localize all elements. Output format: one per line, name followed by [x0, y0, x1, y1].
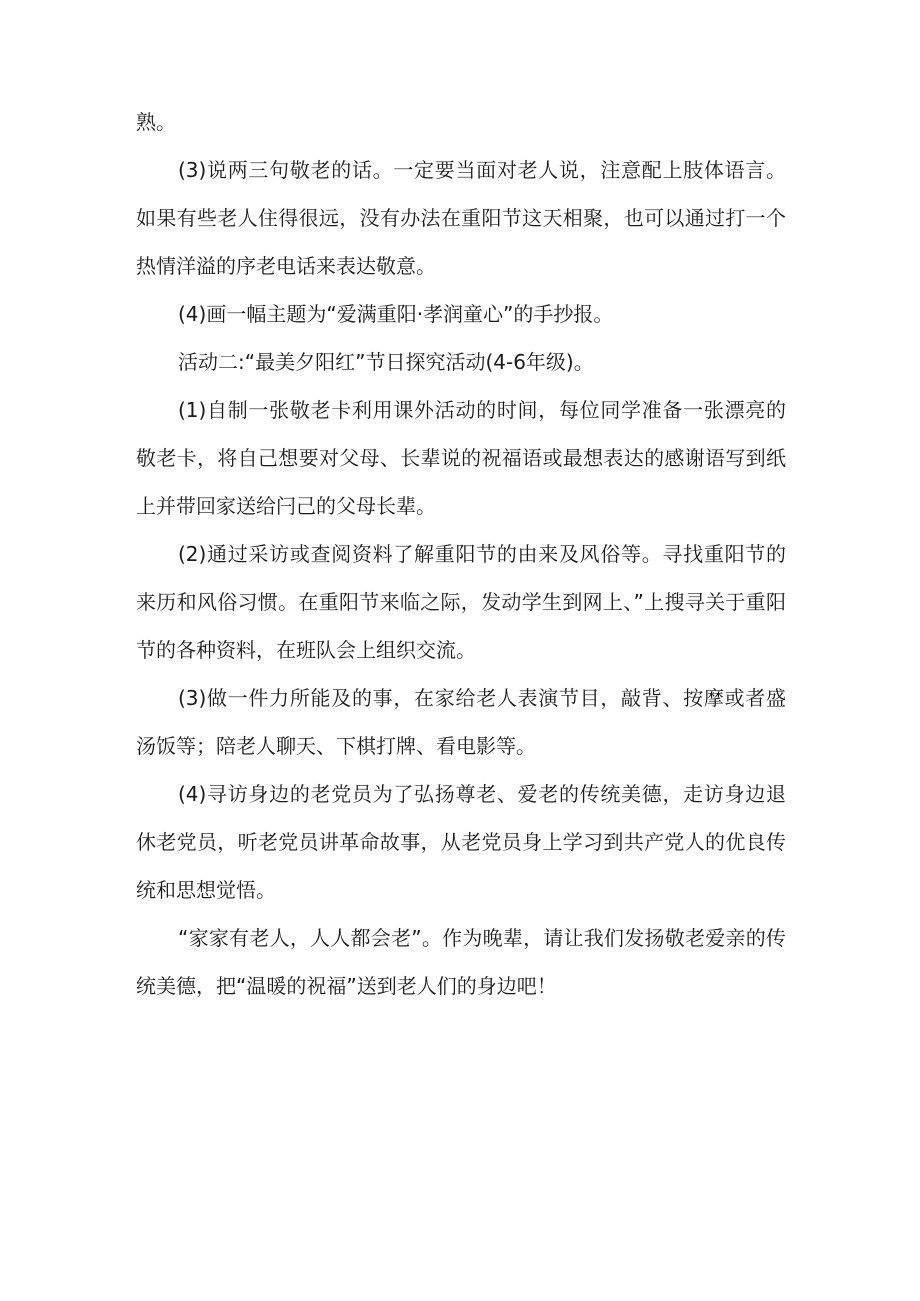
paragraph-activity2-item3: (3)做一件力所能及的事，在家给老人表演节目，敲背、按摩或者盛汤饭等；陪老人聊天、下棋打牌、看电影等。 [136, 686, 786, 758]
paragraph-activity2-item4: (4)寻访身边的老党员为了弘扬尊老、爱老的传统美德，走访身边退休老党员，听老党员讲革命故事，从老党员身上学习到共产党人的优良传统和思想觉悟。 [136, 782, 786, 902]
paragraph-activity1-item3: (3)说两三句敬老的话。一定要当面对老人说，注意配上肢体语言。如果有些老人住得很远，没有办法在重阳节这天相聚，也可以通过打一个热情洋溢的序老电话来表达敬意。 [136, 158, 786, 278]
document-body [136, 98, 786, 1010]
paragraph-activity2-heading: 活动二:“最美夕阳红”节日探究活动(4-6年级)。 [178, 350, 594, 374]
paragraph-closing: “家家有老人，人人都会老”。作为晚辈，请让我们发扬敬老爱亲的传统美德，把“温暖的祝福”送到老人们的身边吧！ [136, 926, 786, 998]
paragraph-activity1-item4: (4)画一幅主题为“爱满重阳·孝润童心”的手抄报。 [178, 302, 614, 326]
paragraph-continuation: 熟。 [136, 110, 176, 134]
paragraph-activity2-item2: (2)通过采访或查阅资料了解重阳节的由来及风俗等。寻找重阳节的来历和风俗习惯。在重阳节来临之际，发动学生到网上、”上搜寻关于重阳节的各种资料，在班队会上组织交流。 [136, 542, 786, 662]
paragraph-activity2-item1: (1)自制一张敬老卡利用课外活动的时间，每位同学准备一张漂亮的敬老卡，将自己想要对父母、长辈说的祝福语或最想表达的感谢语写到纸上并带回家送给闩己的父母长辈。 [136, 398, 786, 518]
